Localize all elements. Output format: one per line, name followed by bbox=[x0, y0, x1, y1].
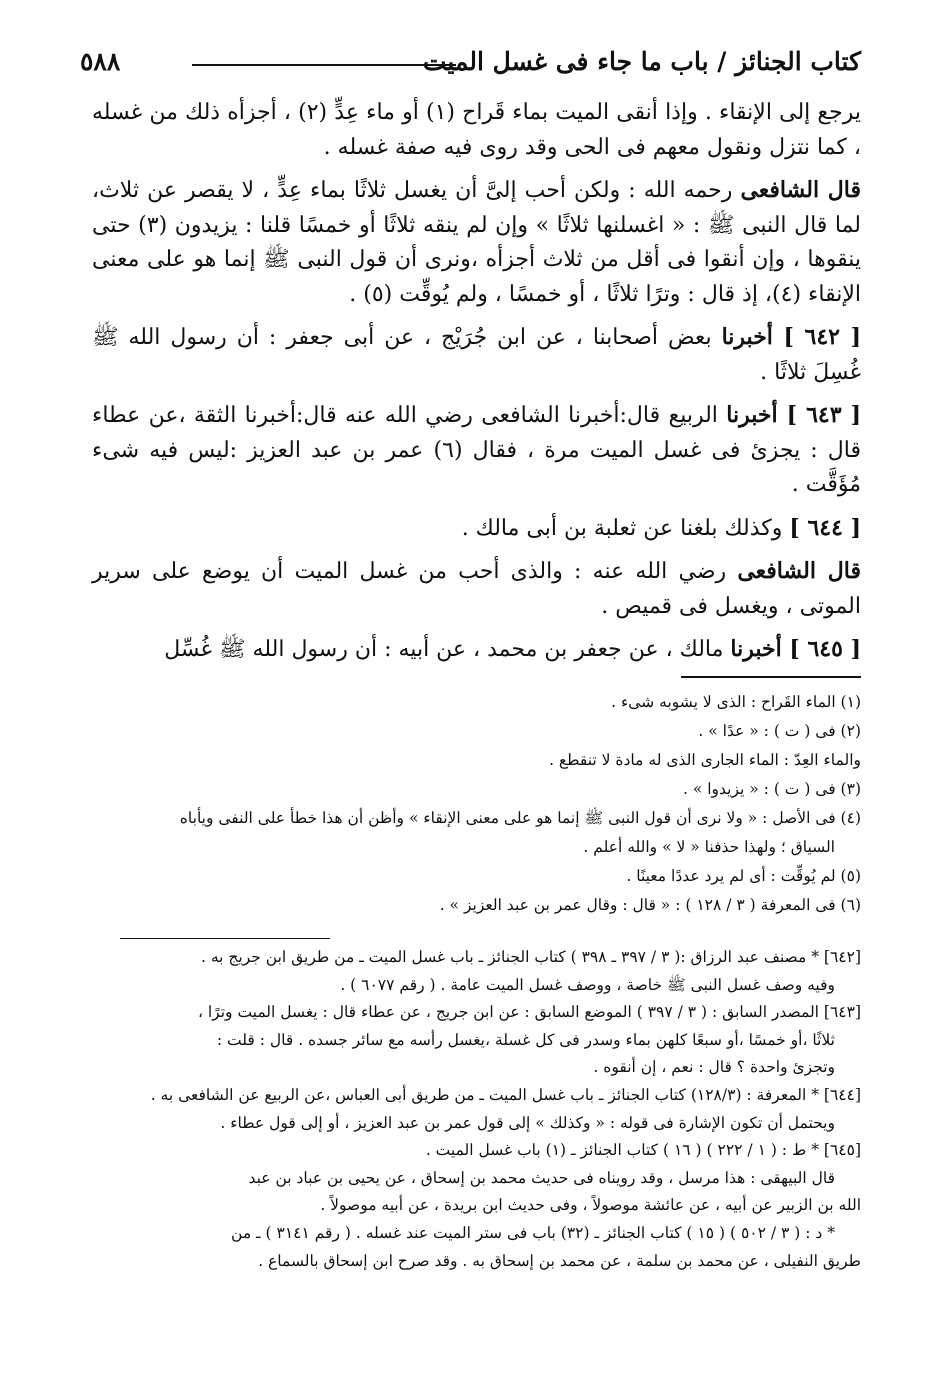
paragraph bbox=[92, 632, 861, 668]
paragraph-text: رحمه الله : ولكن أحب إلىَّ أن يغسل ثلاثًا بماء عِدٍّ ، لا يقصر عن ثلاث، لما قال النبى ﷺ : « اغسلنها ثلاثًا » وإن لم ينقه ثلاثًا أو خمسًا قلنا : يزيدون (٣) حتى ينقوها ، وإن أنقوا فى أقل من ثلاث أجزأه ،ونرى أن قول النبى ﷺ إنما هو على معنى الإنقاء (٤)، إذ قال : وترًا ثلاثًا ، أو خمسًا ، ولم يُوقِّت (٥) . bbox=[92, 178, 861, 307]
takhrij-notes bbox=[92, 944, 861, 1275]
takhrij-continuation: ثلاثًا ،أو خمسًا ،أو سبعًا كلهن بماء وسدر فى كل غسلة ،يغسل رأسه مع سائر جسده . قال : قلت : bbox=[216, 1030, 835, 1049]
running-title: كتاب الجنائز / باب ما جاء فى غسل الميت bbox=[422, 47, 861, 76]
takhrij-entry: [٦٤٥] * ط : ( ١ / ٢٢٢ ) ( ١٦ ) كتاب الجنائز ـ (١) باب غسل الميت . bbox=[425, 1141, 861, 1160]
footnote: (٤) فى الأصل : « ولا نرى أن قول النبى ﷺ إنما هو على معنى الإنقاء » وأظن أن هذا خطأ على النفى ويأباه bbox=[179, 809, 861, 827]
takhrij-continuation: طريق النفيلى ، عن محمد بن سلمة ، عن محمد بن إسحاق به . وقد صرح ابن إسحاق بالسماع . bbox=[258, 1251, 861, 1270]
page-header bbox=[80, 40, 861, 84]
paragraph-text: الربيع قال:أخبرنا الشافعى رضي الله عنه قال:أخبرنا الثقة ،عن عطاء قال : يجزئ فى غسل الميت مرة ، فقال (٦) عمر بن عبد العزيز :ليس فيه شىء مُؤَقَّت . bbox=[92, 403, 861, 497]
paragraph bbox=[92, 398, 861, 503]
takhrij-continuation: وفيه وصف غسل النبى ﷺ خاصة ، ووصف غسل الميت عامة . ( رقم ٦٠٧٧ ) . bbox=[340, 975, 835, 994]
takhrij-continuation: الله بن الزبير عن أبيه ، عن عائشة موصولاً ، وفى حديث ابن بريدة ، عن أبيه موصولاً . bbox=[320, 1196, 861, 1215]
paragraph bbox=[92, 511, 861, 547]
paragraph-text: بعض أصحابنا ، عن ابن جُرَيْج ، عن أبى جعفر : أن رسول الله ﷺ غُسِلَ ثلاثًا . bbox=[92, 325, 861, 385]
footnote: (٣) فى ( ت ) : « يزيدوا » . bbox=[682, 780, 861, 798]
paragraph-text: وكذلك بلغنا عن ثعلبة بن أبى مالك . bbox=[461, 515, 783, 541]
paragraph-lead: قال الشافعى bbox=[737, 558, 861, 584]
main-text bbox=[92, 96, 861, 676]
takhrij-entry: [٦٤٢] * مصنف عبد الرزاق :( ٣ / ٣٩٧ ـ ٣٩٨ ) كتاب الجنائز ـ باب غسل الميت ـ من طريق ابن جريج به . bbox=[200, 948, 861, 966]
paragraph-lead: [ ٦٤٢ ] أخبرنا bbox=[721, 324, 862, 350]
paragraph bbox=[92, 554, 861, 624]
paragraph-lead: قال الشافعى bbox=[740, 177, 861, 203]
footnote: (٦) فى المعرفة ( ٣ / ١٢٨ ) : « قال : وقال عمر بن عبد العزيز » . bbox=[439, 896, 861, 914]
footnotes bbox=[92, 688, 861, 920]
paragraph-text: رضي الله عنه : والذى أحب من غسل الميت أن يوضع على سرير الموتى ، ويغسل فى قميص . bbox=[92, 559, 861, 619]
footnote-rule bbox=[681, 676, 861, 678]
footnote: (١) الماء القَراح : الذى لا يشوبه شىء . bbox=[611, 693, 861, 711]
paragraph-lead: [ ٦٤٥ ] أخبرنا bbox=[730, 636, 861, 662]
takhrij-continuation: وتجزئ واحدة ؟ قال : نعم ، إن أنقوه . bbox=[593, 1058, 835, 1077]
takhrij-continuation: قال البيهقى : هذا مرسل ، وقد رويناه فى حديث محمد بن إسحاق ، عن يحيى بن عباد بن عبد bbox=[248, 1168, 835, 1187]
takhrij-continuation: ويحتمل أن تكون الإشارة فى قوله : « وكذلك » إلى قول عمر بن عبد العزيز ، أو إلى قول عطاء . bbox=[220, 1113, 835, 1132]
paragraph bbox=[92, 96, 861, 165]
paragraph-text: مالك ، عن جعفر بن محمد ، عن أبيه : أن رسول الله ﷺ غُسِّل bbox=[164, 637, 724, 662]
footnote: (٢) فى ( ت ) : « عدًا » . bbox=[698, 722, 861, 740]
takhrij-entry: [٦٤٣] المصدر السابق : ( ٣ / ٣٩٧ ) الموضع السابق : عن ابن جريج ، عن عطاء قال : يغسل الميت وترًا ، bbox=[197, 1003, 861, 1022]
paragraph bbox=[92, 320, 861, 390]
footnote: (٥) لم يُوقِّت : أى لم يرد عددًا معينًا . bbox=[626, 867, 861, 885]
footnote: والماء العِدّ : الماء الجارى الذى له مادة لا تنقطع . bbox=[549, 751, 861, 769]
page-number: ٥٨٨ bbox=[80, 47, 121, 76]
footnote-continuation: السياق ؛ ولهذا حذفنا « لا » والله أعلم . bbox=[583, 838, 835, 856]
takhrij-continuation: * د : ( ٣ / ٥٠٢ ) ( ١٥ ) كتاب الجنائز ـ (٣٢) باب فى ستر الميت عند غسله . ( رقم ٣١٤١ ) ـ من bbox=[231, 1223, 835, 1242]
paragraph-lead: [ ٦٤٣ ] أخبرنا bbox=[726, 402, 861, 428]
paragraph bbox=[92, 173, 861, 312]
takhrij-entry: [٦٤٤] * المعرفة : (١٢٨/٣) كتاب الجنائز ـ باب غسل الميت ـ من طريق أبى العباس ،عن الربيع عن الشافعى به . bbox=[150, 1085, 861, 1104]
takhrij-rule bbox=[120, 938, 330, 939]
paragraph-lead: [ ٦٤٤ ] bbox=[789, 514, 861, 541]
header-rule bbox=[192, 64, 456, 66]
paragraph-text: يرجع إلى الإنقاء . وإذا أنقى الميت بماء قَراح (١) أو ماء عِدٍّ (٢) ، أجزأه ذلك من غسله ، كما نتزل ونقول معهم فى الحى وقد روى فيه صفة غسله . bbox=[92, 100, 861, 160]
